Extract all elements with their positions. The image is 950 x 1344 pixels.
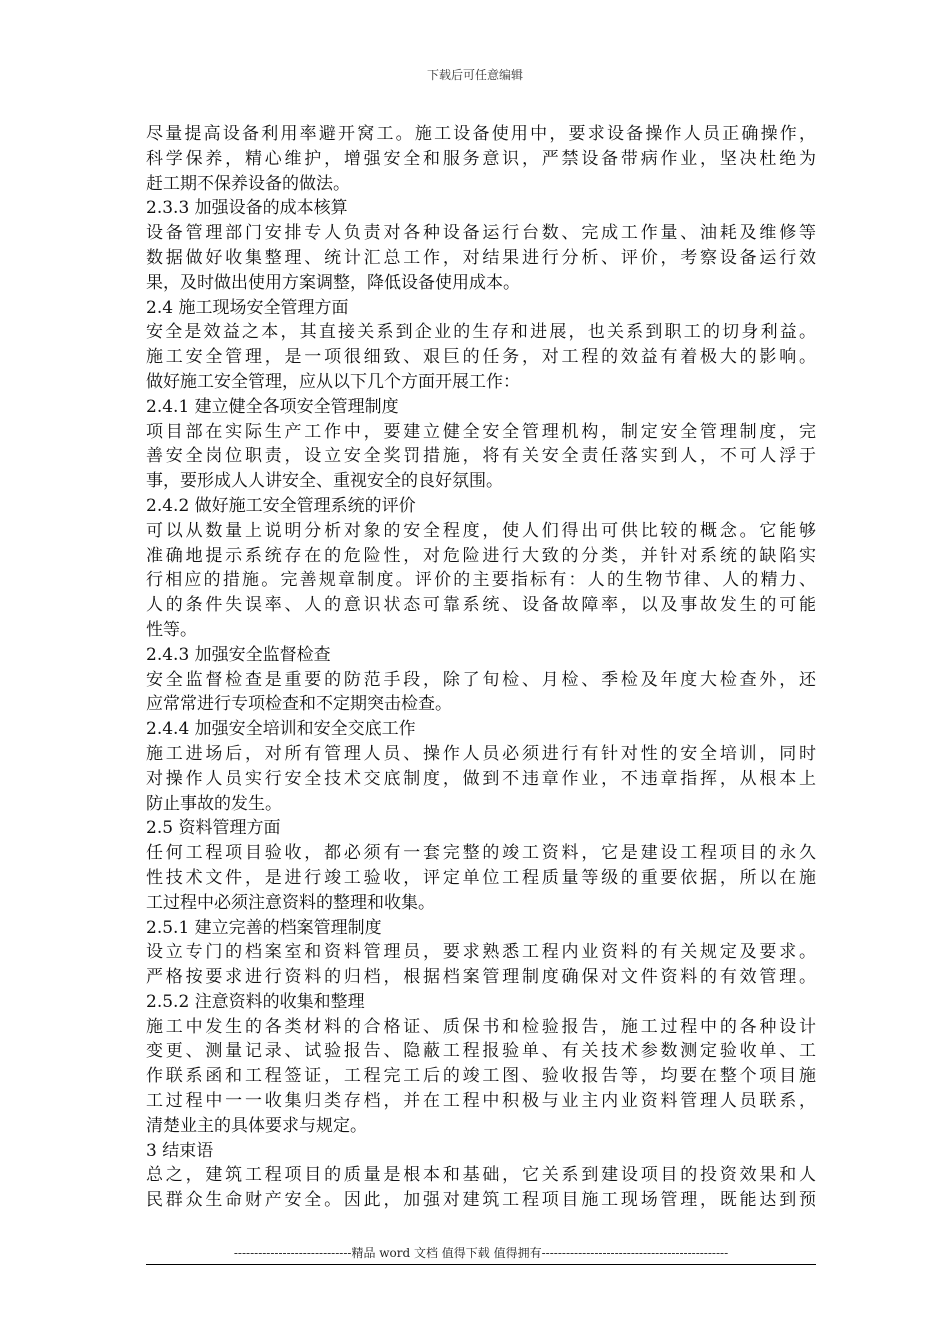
text-line: 项目部在实际生产工作中，要建立健全安全管理机构，制定安全管理制度，完 — [146, 421, 816, 442]
text-line: 工过程中必须注意资料的整理和收集。 — [146, 892, 435, 913]
text-line: 果，及时做出使用方案调整，降低设备使用成本。 — [146, 272, 520, 293]
text-line: 清楚业主的具体要求与规定。 — [146, 1115, 367, 1136]
text-line: 安全是效益之本，其直接关系到企业的生存和进展，也关系到职工的切身利益。 — [146, 322, 816, 343]
text-line: 可以从数量上说明分析对象的安全程度，使人们得出可供比较的概念。它能够 — [146, 520, 816, 541]
document-body — [146, 122, 816, 1213]
text-line: 施工中发生的各类材料的合格证、质保书和检验报告，施工过程中的各种设计 — [146, 1016, 816, 1037]
text-line: 安全监督检查是重要的防范手段，除了旬检、月检、季检及年度大检查外，还 — [146, 669, 816, 690]
text-line: 准确地提示系统存在的危险性，对危险进行大致的分类，并针对系统的缺陷实 — [146, 545, 816, 566]
text-line: 2.4.3 加强安全监督检查 — [146, 644, 331, 665]
text-line: 防止事故的发生。 — [146, 793, 282, 814]
text-line: 善安全岗位职责，设立安全奖罚措施，将有关安全责任落实到人，不可人浮于 — [146, 446, 816, 467]
text-line: 施工安全管理，是一项很细致、艰巨的任务，对工程的效益有着极大的影响。 — [146, 347, 816, 368]
text-line: 对操作人员实行安全技术交底制度，做到不违章作业，不违章指挥，从根本上 — [146, 768, 816, 789]
text-line: 2.4.4 加强安全培训和安全交底工作 — [146, 719, 416, 740]
text-line: 设立专门的档案室和资料管理员，要求熟悉工程内业资料的有关规定及要求。 — [146, 942, 816, 963]
text-line: 3 结束语 — [146, 1140, 214, 1161]
text-line: 2.4.2 做好施工安全管理系统的评价 — [146, 495, 416, 516]
text-line: 民群众生命财产安全。因此，加强对建筑工程项目施工现场管理，既能达到预 — [146, 1190, 816, 1211]
text-line: 尽量提高设备利用率避开窝工。施工设备使用中，要求设备操作人员正确操作， — [146, 124, 816, 144]
text-line: 2.4 施工现场安全管理方面 — [146, 297, 349, 318]
text-line: 做好施工安全管理，应从以下几个方面开展工作： — [146, 371, 520, 392]
footer-rule — [146, 1264, 816, 1265]
text-line: 总之，建筑工程项目的质量是根本和基础，它关系到建设项目的投资效果和人 — [146, 1165, 816, 1186]
text-line: 2.5.2 注意资料的收集和整理 — [146, 991, 365, 1012]
text-line: 科学保养，精心维护，增强安全和服务意识，严禁设备带病作业，坚决杜绝为 — [146, 148, 816, 169]
text-line: 变更、测量记录、试验报告、隐蔽工程报验单、有关技术参数测定验收单、工 — [146, 1041, 816, 1062]
text-line: 人的条件失误率、人的意识状态可靠系统、设备故障率，以及事故发生的可能 — [146, 595, 816, 616]
text-line: 赶工期不保养设备的做法。 — [146, 173, 350, 194]
text-line: 2.3.3 加强设备的成本核算 — [146, 198, 348, 219]
text-line: 应常常进行专项检查和不定期突击检查。 — [146, 694, 452, 715]
text-line: 施工进场后，对所有管理人员、操作人员必须进行有针对性的安全培训，同时 — [146, 743, 816, 764]
page-footer: -----------------------------精品 word 文档 值得下载 值得拥有---------------------------------------------- — [233, 1246, 729, 1260]
text-line: 2.4.1 建立健全各项安全管理制度 — [146, 396, 399, 417]
page-header: 下载后可任意编辑 — [426, 68, 523, 82]
text-line: 作联系函和工程签证，工程完工后的竣工图、验收报告等，均要在整个项目施 — [146, 1066, 816, 1087]
text-line: 性技术文件，是进行竣工验收，评定单位工程质量等级的重要依据，所以在施 — [146, 867, 816, 888]
text-line: 严格按要求进行资料的归档，根据档案管理制度确保对文件资料的有效管理。 — [146, 967, 816, 988]
text-line: 2.5 资料管理方面 — [146, 818, 281, 839]
text-line: 设备管理部门安排专人负责对各种设备运行台数、完成工作量、油耗及维修等 — [146, 223, 816, 244]
text-line: 性等。 — [146, 619, 197, 640]
text-line: 事，要形成人人讲安全、重视安全的良好氛围。 — [146, 471, 503, 492]
text-line: 数据做好收集整理、统计汇总工作，对结果进行分析、评价，考察设备运行效 — [146, 247, 816, 268]
text-line: 行相应的措施。完善规章制度。评价的主要指标有：人的生物节律、人的精力、 — [146, 570, 816, 591]
text-line: 2.5.1 建立完善的档案管理制度 — [146, 917, 382, 938]
text-line: 任何工程项目验收，都必须有一套完整的竣工资料，它是建设工程项目的永久 — [146, 843, 816, 864]
text-line: 工过程中一一收集归类存档，并在工程中积极与业主内业资料管理人员联系， — [146, 1091, 816, 1112]
